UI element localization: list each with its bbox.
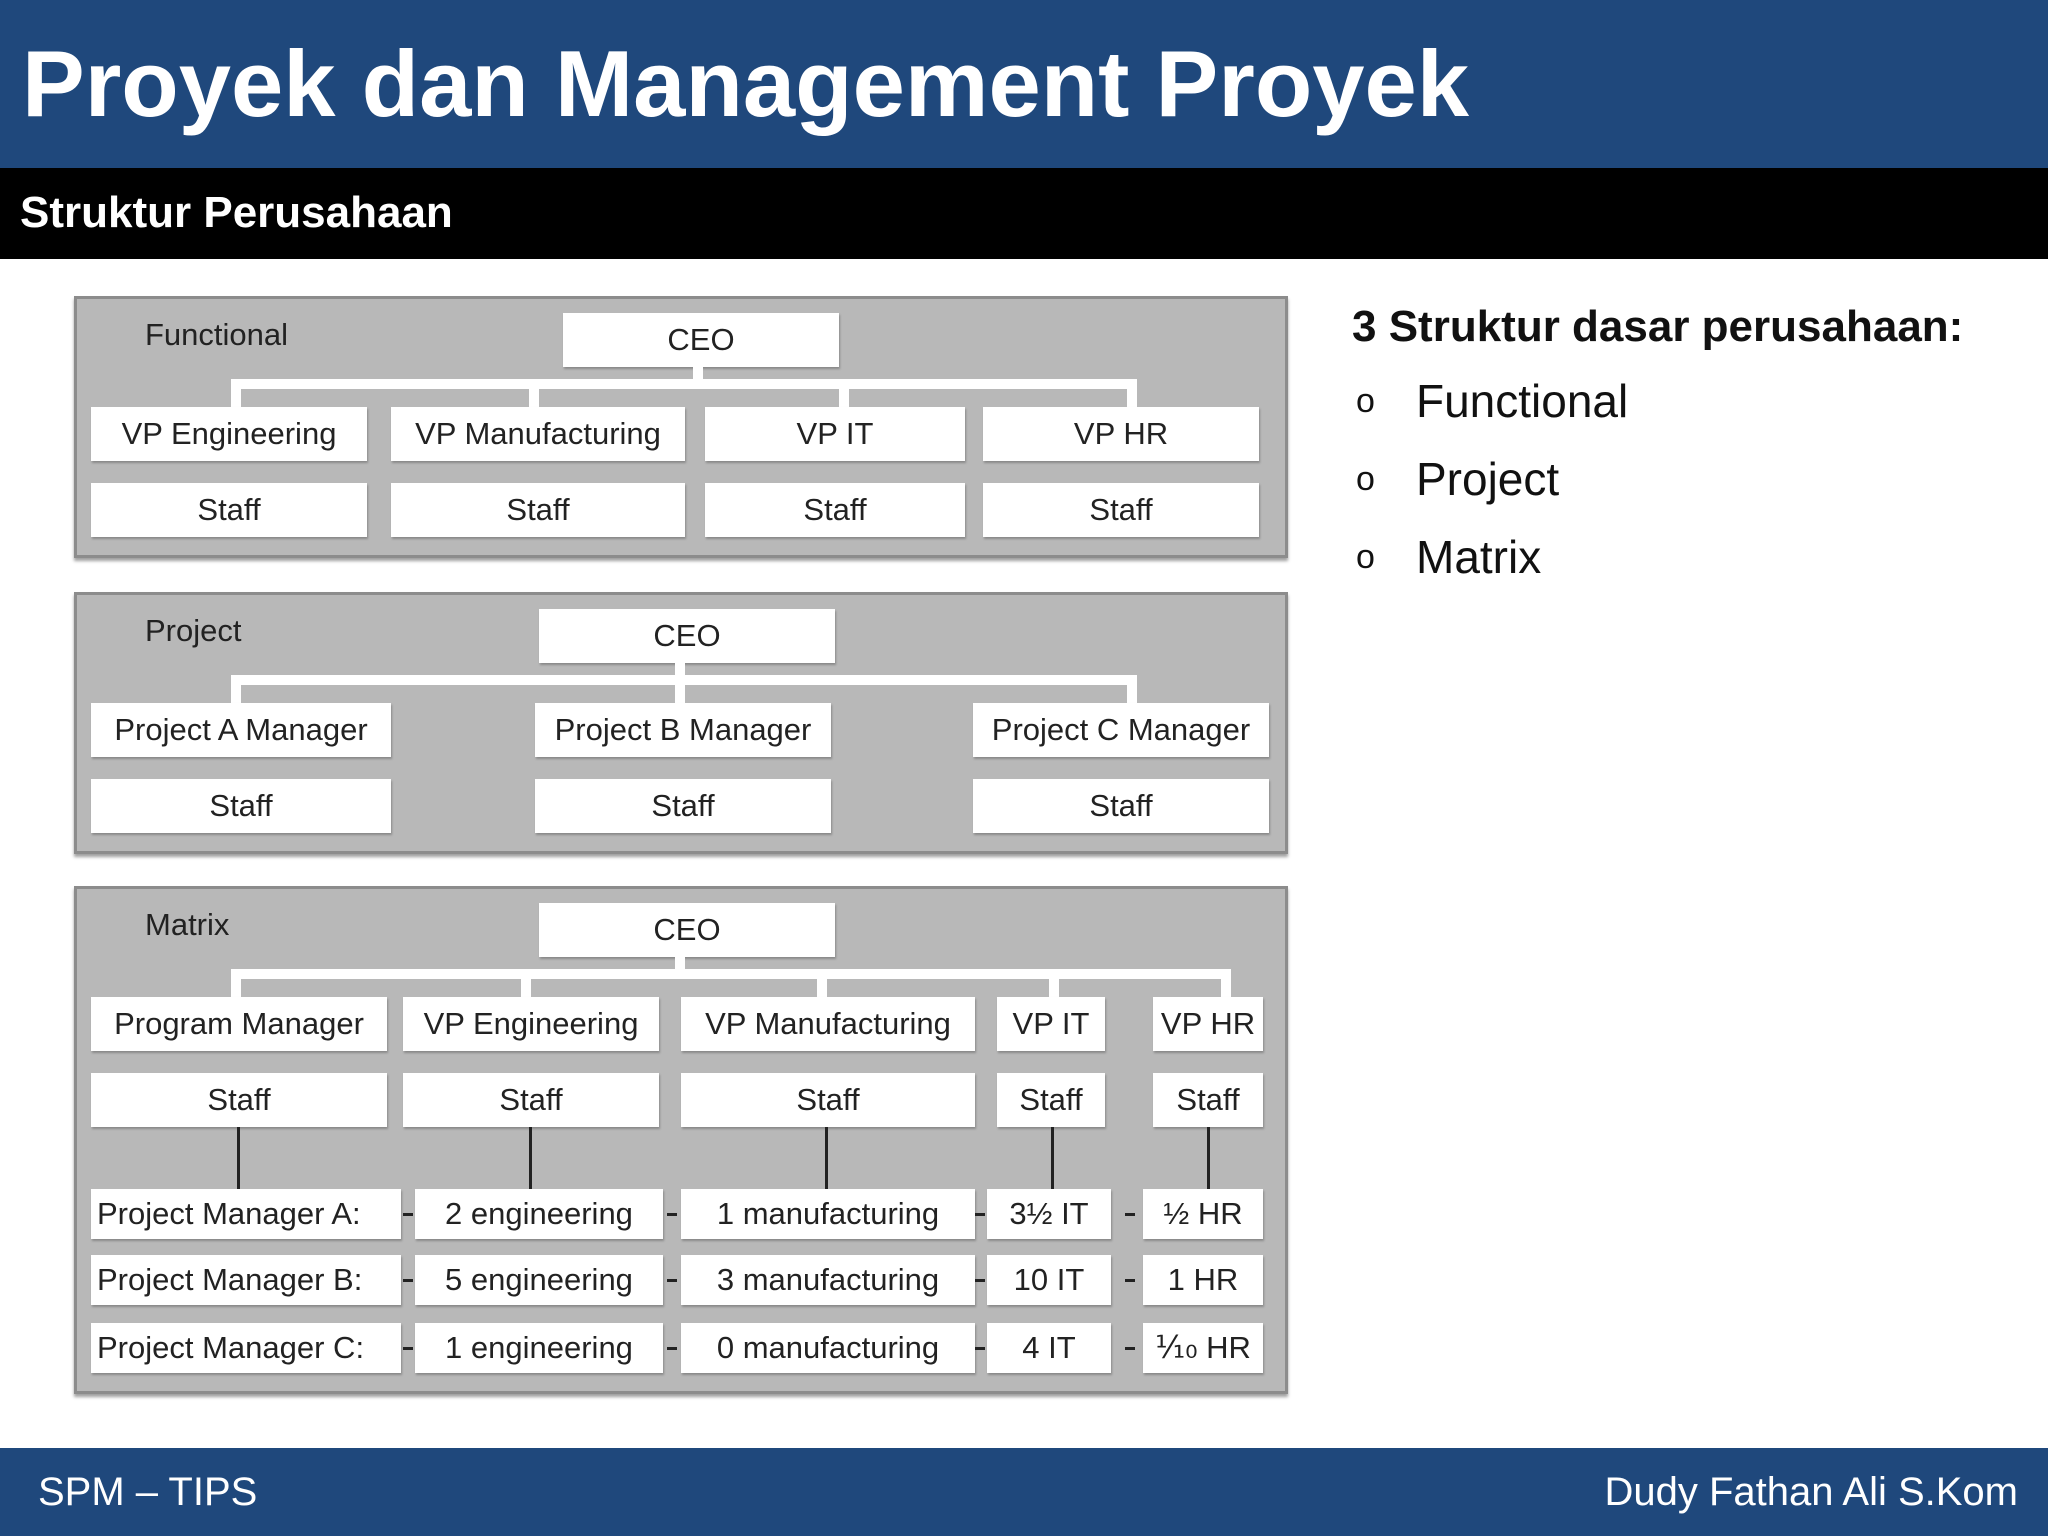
matrix-cell: 0 manufacturing <box>681 1323 975 1373</box>
functional-head-box: VP Engineering <box>91 407 367 461</box>
connector <box>667 1347 677 1350</box>
footer-course: SPM – TIPS <box>38 1470 258 1514</box>
project-head-box: Project B Manager <box>535 703 831 757</box>
functional-head-box: VP IT <box>705 407 965 461</box>
connector <box>825 1127 828 1189</box>
bullet-text: Project <box>1416 453 1560 505</box>
functional-staff-box: Staff <box>983 483 1259 537</box>
matrix-cell: ⅒ HR <box>1143 1323 1263 1373</box>
project-staff-box: Staff <box>535 779 831 833</box>
matrix-staff-box: Staff <box>403 1073 659 1127</box>
functional-label: Functional <box>145 317 289 352</box>
bullet-list <box>1352 374 2022 608</box>
connector <box>667 1213 677 1216</box>
bullet-item <box>1352 530 2022 608</box>
matrix-cell: 5 engineering <box>415 1255 663 1305</box>
matrix-cell: 4 IT <box>987 1323 1111 1373</box>
slide-subtitle: Struktur Perusahaan <box>20 188 453 237</box>
connector <box>231 969 1231 979</box>
project-staff-box: Staff <box>91 779 391 833</box>
connector <box>237 1127 240 1189</box>
matrix-cell: 1 engineering <box>415 1323 663 1373</box>
matrix-head-box: VP HR <box>1153 997 1263 1051</box>
bullet-marker: o <box>1356 460 1375 498</box>
matrix-staff-box: Staff <box>91 1073 387 1127</box>
connector <box>403 1347 413 1350</box>
matrix-cell: ½ HR <box>1143 1189 1263 1239</box>
matrix-row-label: Project Manager C: <box>91 1323 401 1373</box>
connector <box>231 675 241 705</box>
connector <box>1127 379 1137 409</box>
project-staff-box: Staff <box>973 779 1269 833</box>
connector <box>1125 1347 1135 1350</box>
functional-staff-box: Staff <box>91 483 367 537</box>
connector <box>1207 1127 1210 1189</box>
matrix-cell: 1 manufacturing <box>681 1189 975 1239</box>
matrix-ceo-box: CEO <box>539 903 835 957</box>
bullet-text: Functional <box>1416 375 1629 427</box>
connector <box>1049 969 1059 999</box>
connector <box>1051 1127 1054 1189</box>
matrix-cell: 1 HR <box>1143 1255 1263 1305</box>
connector <box>521 969 531 999</box>
matrix-cell: 10 IT <box>987 1255 1111 1305</box>
functional-staff-box: Staff <box>705 483 965 537</box>
connector <box>1125 1279 1135 1282</box>
functional-head-box: VP HR <box>983 407 1259 461</box>
project-head-box: Project C Manager <box>973 703 1269 757</box>
connector <box>817 969 827 999</box>
functional-ceo-box: CEO <box>563 313 839 367</box>
bullet-marker: o <box>1356 382 1375 420</box>
matrix-staff-box: Staff <box>1153 1073 1263 1127</box>
matrix-panel <box>74 886 1288 1394</box>
footer-bar <box>0 1448 2048 1536</box>
matrix-head-box: VP Engineering <box>403 997 659 1051</box>
bullet-section <box>1352 302 2022 608</box>
connector <box>529 1127 532 1189</box>
title-bar <box>0 0 2048 168</box>
connector <box>231 379 1137 389</box>
connector <box>975 1279 985 1282</box>
bullet-item <box>1352 374 2022 452</box>
project-panel <box>74 592 1288 854</box>
org-structure-figure <box>72 294 1292 1398</box>
functional-staff-box: Staff <box>391 483 685 537</box>
matrix-cell: 2 engineering <box>415 1189 663 1239</box>
slide-title: Proyek dan Management Proyek <box>22 31 1470 136</box>
connector <box>403 1213 413 1216</box>
functional-panel <box>74 296 1288 558</box>
project-head-box: Project A Manager <box>91 703 391 757</box>
project-label: Project <box>145 613 242 648</box>
connector <box>667 1279 677 1282</box>
connector <box>975 1213 985 1216</box>
bullet-item <box>1352 452 2022 530</box>
functional-head-box: VP Manufacturing <box>391 407 685 461</box>
connector <box>231 969 241 999</box>
bullets-heading: 3 Struktur dasar perusahaan: <box>1352 302 1964 351</box>
matrix-head-box: VP IT <box>997 997 1105 1051</box>
connector <box>1221 969 1231 999</box>
footer-author: Dudy Fathan Ali S.Kom <box>1604 1470 2018 1514</box>
matrix-staff-box: Staff <box>997 1073 1105 1127</box>
connector <box>529 379 539 409</box>
matrix-head-box: Program Manager <box>91 997 387 1051</box>
matrix-label: Matrix <box>145 907 230 942</box>
connector <box>1127 675 1137 705</box>
matrix-cell: 3 manufacturing <box>681 1255 975 1305</box>
connector <box>675 675 685 705</box>
subtitle-bar <box>0 168 2048 259</box>
connector <box>975 1347 985 1350</box>
connector <box>839 379 849 409</box>
matrix-staff-box: Staff <box>681 1073 975 1127</box>
matrix-head-box: VP Manufacturing <box>681 997 975 1051</box>
bullet-text: Matrix <box>1416 531 1542 583</box>
connector <box>1125 1213 1135 1216</box>
matrix-cell: 3½ IT <box>987 1189 1111 1239</box>
project-ceo-box: CEO <box>539 609 835 663</box>
connector <box>231 379 241 409</box>
bullet-marker: o <box>1356 538 1375 576</box>
connector <box>403 1279 413 1282</box>
matrix-row-label: Project Manager B: <box>91 1255 401 1305</box>
matrix-row-label: Project Manager A: <box>91 1189 401 1239</box>
